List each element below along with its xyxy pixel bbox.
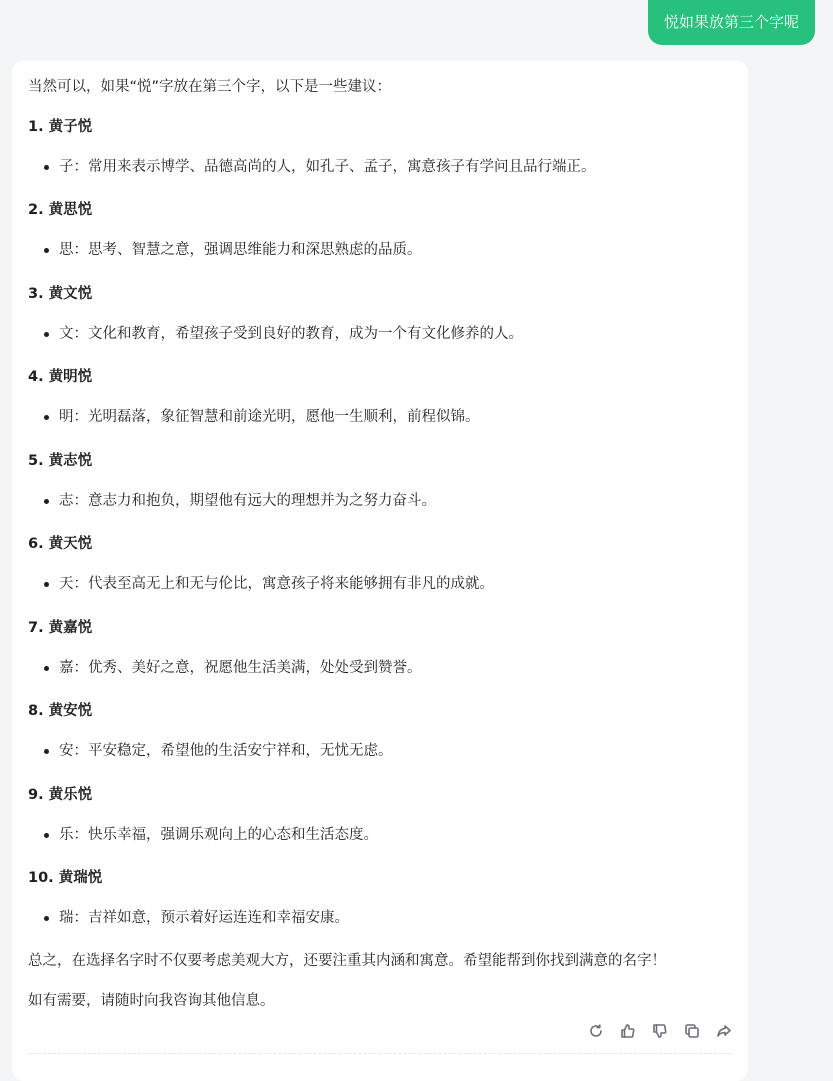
name-item-description: 思：思考、智慧之意，强调思维能力和深思熟虑的品质。 <box>44 239 422 261</box>
name-item-title: 5. 黄志悦 <box>28 453 93 469</box>
summary-text: 总之，在选择名字时不仅要考虑美观大方，还要注重其内涵和寓意。希望能帮到你找到满意的名字！ <box>28 953 666 969</box>
name-item-description: 文：文化和教育，希望孩子受到良好的教育，成为一个有文化修养的人。 <box>44 323 523 345</box>
name-item-description: 明：光明磊落，象征智慧和前途光明，愿他一生顺利，前程似锦。 <box>44 406 480 428</box>
share-icon[interactable] <box>714 1021 734 1041</box>
name-item-title: 3. 黄文悦 <box>28 286 93 302</box>
name-item-description: 瑞：吉祥如意，预示着好运连连和幸福安康。 <box>44 907 349 929</box>
name-item-description: 志：意志力和抱负，期望他有远大的理想并为之努力奋斗。 <box>44 490 436 512</box>
refresh-icon[interactable] <box>586 1021 606 1041</box>
thumbs-down-icon[interactable] <box>650 1021 670 1041</box>
thumbs-up-icon[interactable] <box>618 1021 638 1041</box>
name-item-description: 安：平安稳定，希望他的生活安宁祥和，无忧无虑。 <box>44 740 393 762</box>
name-item-title: 4. 黄明悦 <box>28 369 93 385</box>
name-item-description: 子：常用来表示博学、品德高尚的人，如孔子、孟子，寓意孩子有学问且品行端正。 <box>44 156 596 178</box>
name-item-description: 天：代表至高无上和无与伦比，寓意孩子将来能够拥有非凡的成就。 <box>44 573 494 595</box>
closing-text: 如有需要，请随时向我咨询其他信息。 <box>28 993 275 1009</box>
name-item-title: 7. 黄嘉悦 <box>28 620 93 636</box>
name-item-title: 8. 黄安悦 <box>28 703 93 719</box>
name-item-title: 10. 黄瑞悦 <box>28 870 103 886</box>
copy-icon[interactable] <box>682 1021 702 1041</box>
name-item-title: 1. 黄子悦 <box>28 119 93 135</box>
name-item-description: 嘉：优秀、美好之意，祝愿他生活美满，处处受到赞誉。 <box>44 657 422 679</box>
divider <box>28 1053 732 1054</box>
message-actions <box>586 1021 734 1041</box>
intro-text: 当然可以，如果“悦”字放在第三个字，以下是一些建议： <box>28 79 392 95</box>
name-item-title: 6. 黄天悦 <box>28 536 93 552</box>
user-message-bubble: 悦如果放第三个字呢 <box>648 0 815 45</box>
name-item-title: 9. 黄乐悦 <box>28 787 93 803</box>
name-item-description: 乐：快乐幸福，强调乐观向上的心态和生活态度。 <box>44 824 378 846</box>
assistant-message <box>12 61 748 1081</box>
name-item-title: 2. 黄思悦 <box>28 202 93 218</box>
